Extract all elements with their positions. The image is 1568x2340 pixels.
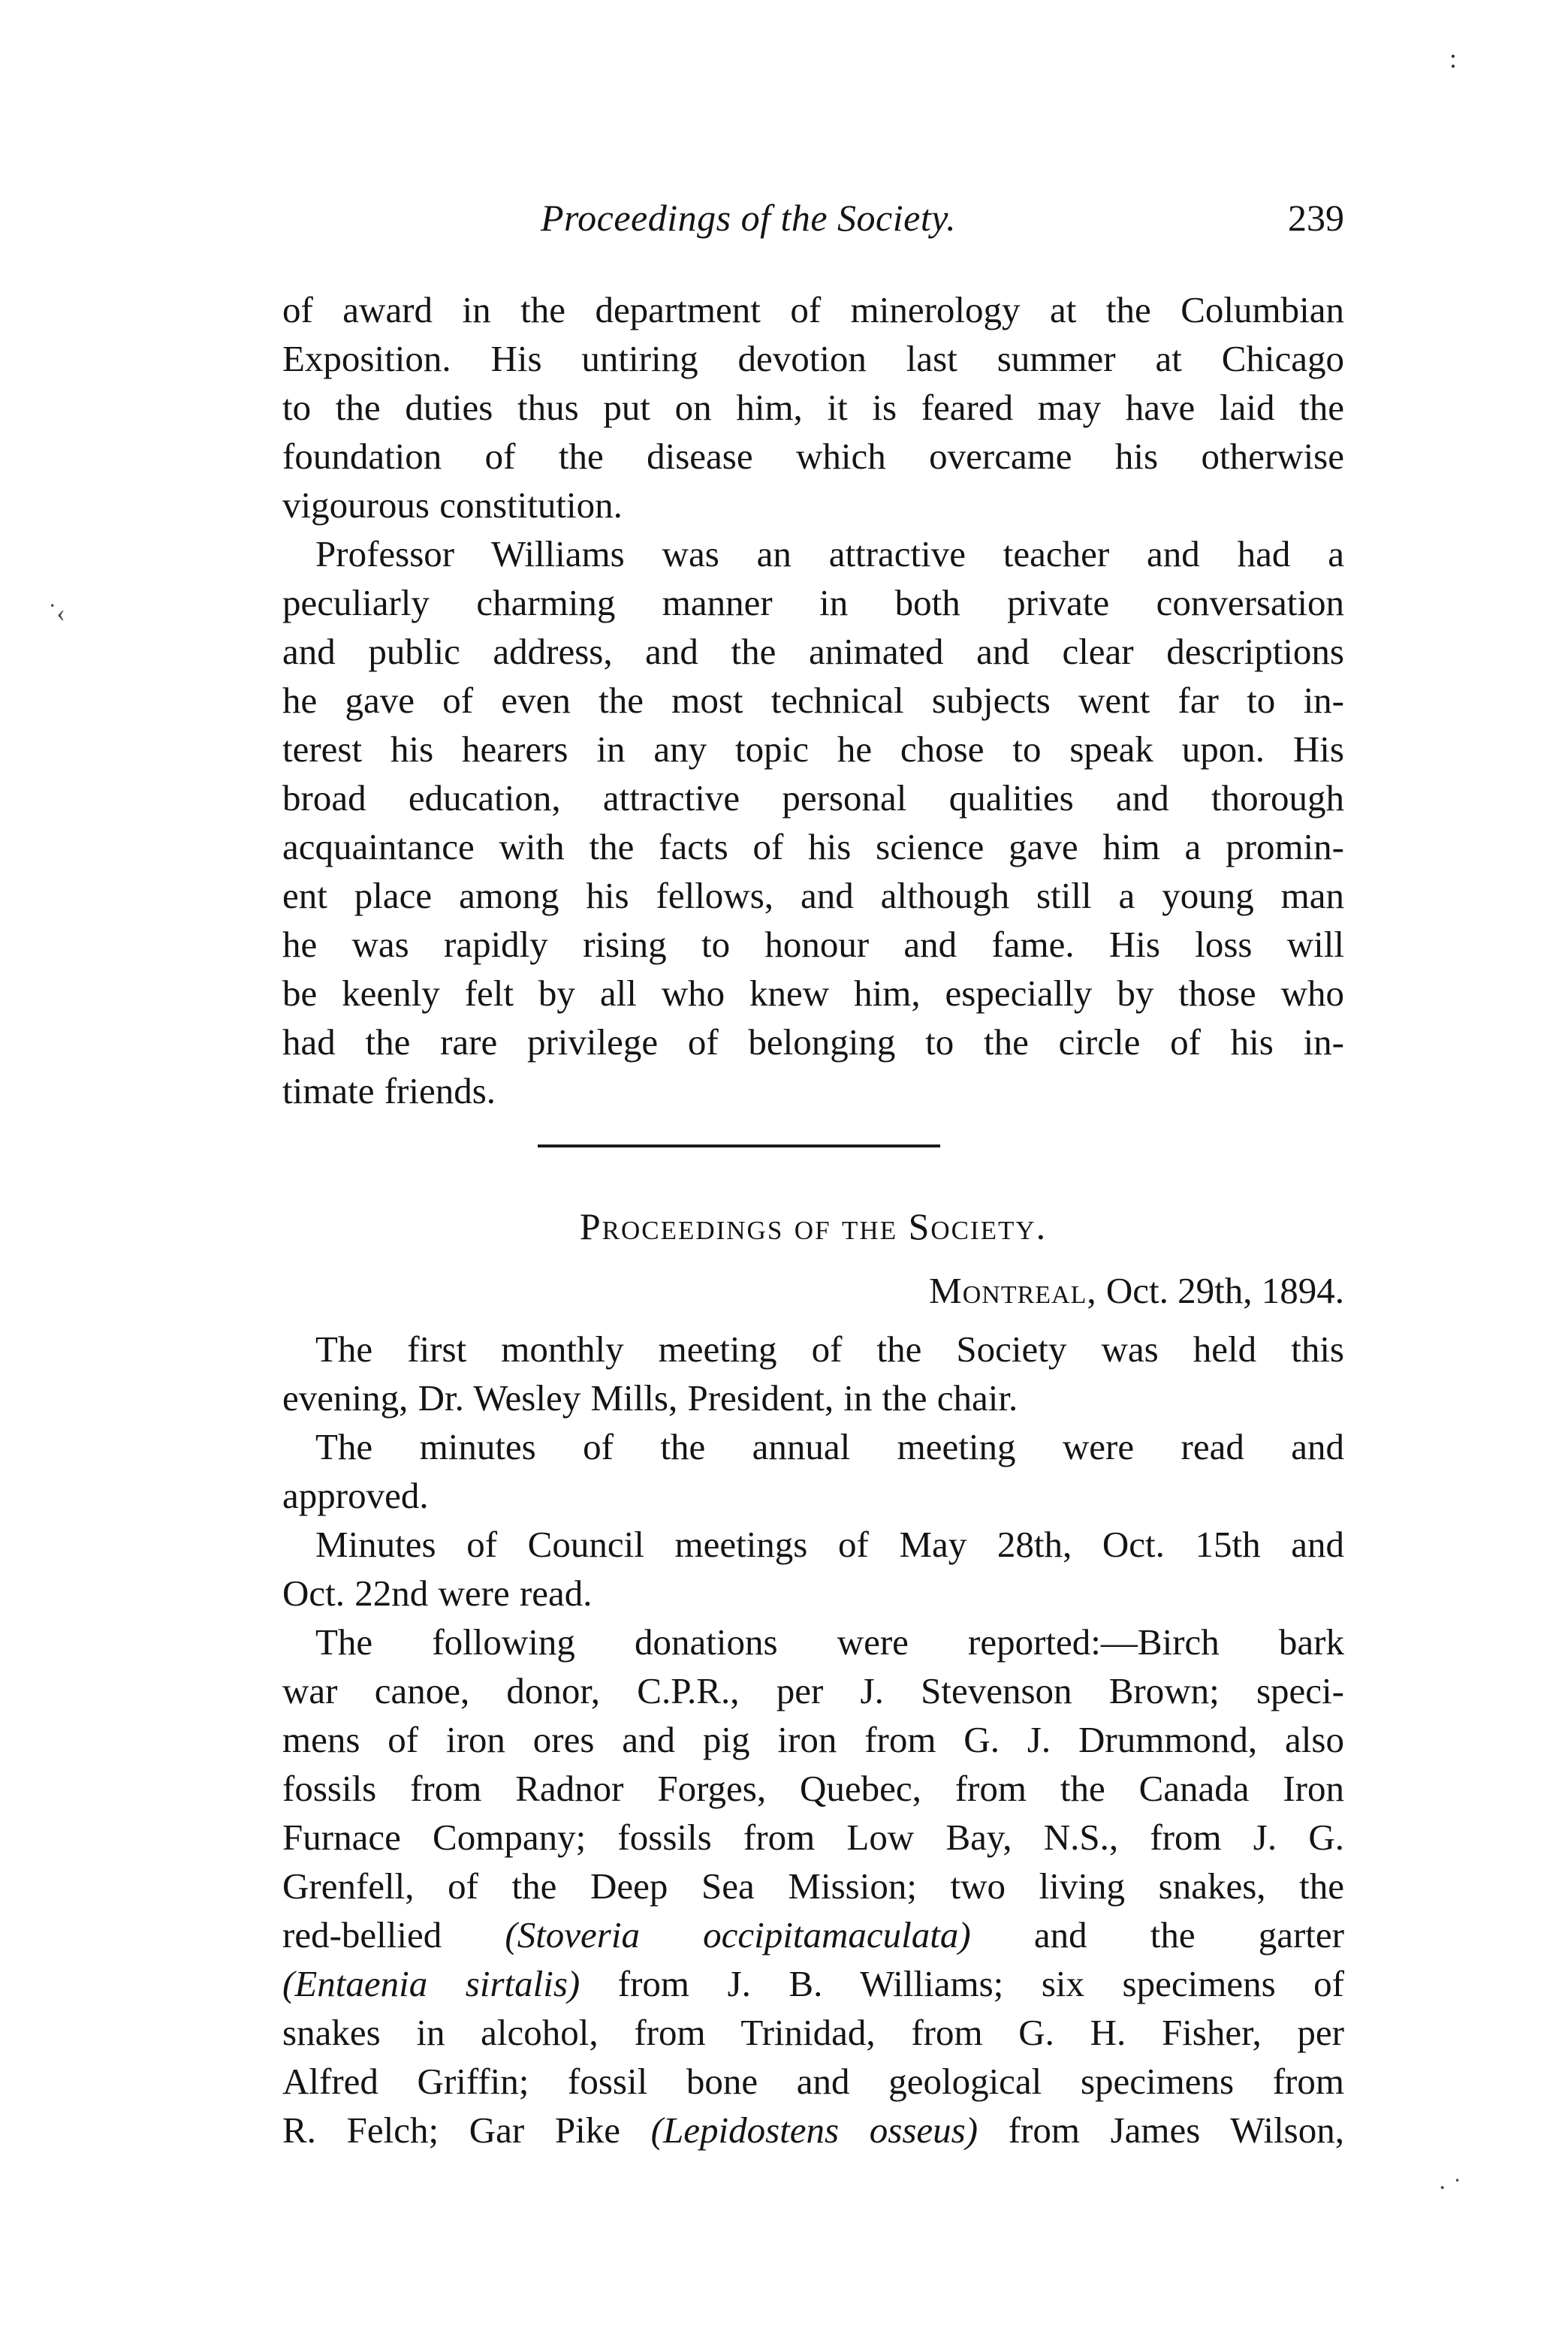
text-line-species	[282, 1959, 1344, 2008]
text-line: The first monthly meeting of the Society was held this	[315, 1328, 1344, 1370]
text-line: Furnace Company; fossils from Low Bay, N.S., from J. G.	[282, 1817, 1344, 1858]
text-line: vigourous constitution.	[282, 484, 623, 526]
species-name-italic: (Lepidostens osseus)	[650, 2109, 978, 2151]
text-line: and public address, and the animated and clear descriptions	[282, 631, 1344, 672]
running-title: Proceedings of the Society.	[541, 197, 957, 239]
text-line: approved.	[282, 1475, 429, 1516]
text-line: ent place among his fellows, and although still a young man	[282, 875, 1344, 916]
text-run: from James Wilson,	[978, 2109, 1344, 2151]
text-line: be keenly felt by all who knew him, especially by those who	[282, 972, 1344, 1014]
text-line: Exposition. His untiring devotion last summer at Chicago	[282, 338, 1344, 379]
text-line-species	[282, 1910, 1344, 1959]
text-line: he gave of even the most technical subjects went far to in-	[282, 680, 1344, 721]
text-run: red-bellied	[282, 1914, 505, 1956]
text-line: foundation of the disease which overcame his otherwise	[282, 436, 1344, 477]
text-line: of award in the department of minerology at the Columbian	[282, 289, 1344, 330]
text-line: evening, Dr. Wesley Mills, President, in the chair.	[282, 1377, 1018, 1419]
section-heading: Proceedings of the Society.	[579, 1205, 1048, 1247]
text-run: and the garter	[970, 1914, 1344, 1956]
species-name-italic: (Entaenia sirtalis)	[282, 1963, 580, 2004]
text-line: fossils from Radnor Forges, Quebec, from the Canada Iron	[282, 1768, 1344, 1809]
text-line: peculiarly charming manner in both private conversation	[282, 582, 1344, 623]
dateline-place: Montreal,	[929, 1270, 1097, 1311]
text-line: mens of iron ores and pig iron from G. J. Drummond, also	[282, 1719, 1344, 1760]
text-line: snakes in alcohol, from Trinidad, from G. H. Fisher, per	[282, 2012, 1344, 2053]
dateline-date: Oct. 29th, 1894.	[1096, 1270, 1344, 1311]
scan-speck-marks-bottom: · ˙	[1438, 2174, 1462, 2202]
text-line: Alfred Griffin; fossil bone and geological specimens from	[282, 2061, 1344, 2102]
scan-speck-marks-left: ˙‹	[48, 599, 65, 627]
scan-speck-marks: :	[1449, 44, 1458, 74]
text-line-species	[282, 2106, 1344, 2155]
text-line: broad education, attractive personal qualities and thorough	[282, 777, 1344, 819]
text-line: had the rare privilege of belonging to the circle of his in-	[282, 1021, 1344, 1063]
text-run: from J. B. Williams; six specimens of	[580, 1963, 1344, 2004]
species-name-italic: (Stoveria occipitamaculata)	[505, 1914, 971, 1956]
proceedings-paragraphs	[282, 1325, 1344, 2155]
section-divider-rule	[538, 1144, 940, 1147]
text-line: Professor Williams was an attractive teacher and had a	[315, 533, 1344, 574]
text-run: R. Felch; Gar Pike	[282, 2109, 651, 2151]
text-line: Minutes of Council meetings of May 28th, Oct. 15th and	[315, 1524, 1344, 1565]
text-line: war canoe, donor, C.P.R., per J. Stevenson Brown; speci-	[282, 1670, 1344, 1711]
text-line: to the duties thus put on him, it is feared may have laid the	[282, 387, 1344, 428]
running-head	[541, 191, 1344, 252]
text-line: timate friends.	[282, 1070, 496, 1111]
text-line: The following donations were reported:—Birch bark	[315, 1621, 1344, 1663]
dateline	[929, 1266, 1344, 1316]
text-line: he was rapidly rising to honour and fame. His loss will	[282, 924, 1344, 965]
text-line: Oct. 22nd were read.	[282, 1573, 593, 1614]
text-line: Grenfell, of the Deep Sea Mission; two living snakes, the	[282, 1865, 1344, 1907]
text-line: acquaintance with the facts of his science gave him a promin-	[282, 826, 1344, 867]
text-line: terest his hearers in any topic he chose to speak upon. His	[282, 728, 1344, 770]
text-line: The minutes of the annual meeting were read and	[315, 1426, 1344, 1467]
page-number: 239	[1288, 197, 1344, 239]
obituary-paragraphs	[282, 285, 1344, 1115]
